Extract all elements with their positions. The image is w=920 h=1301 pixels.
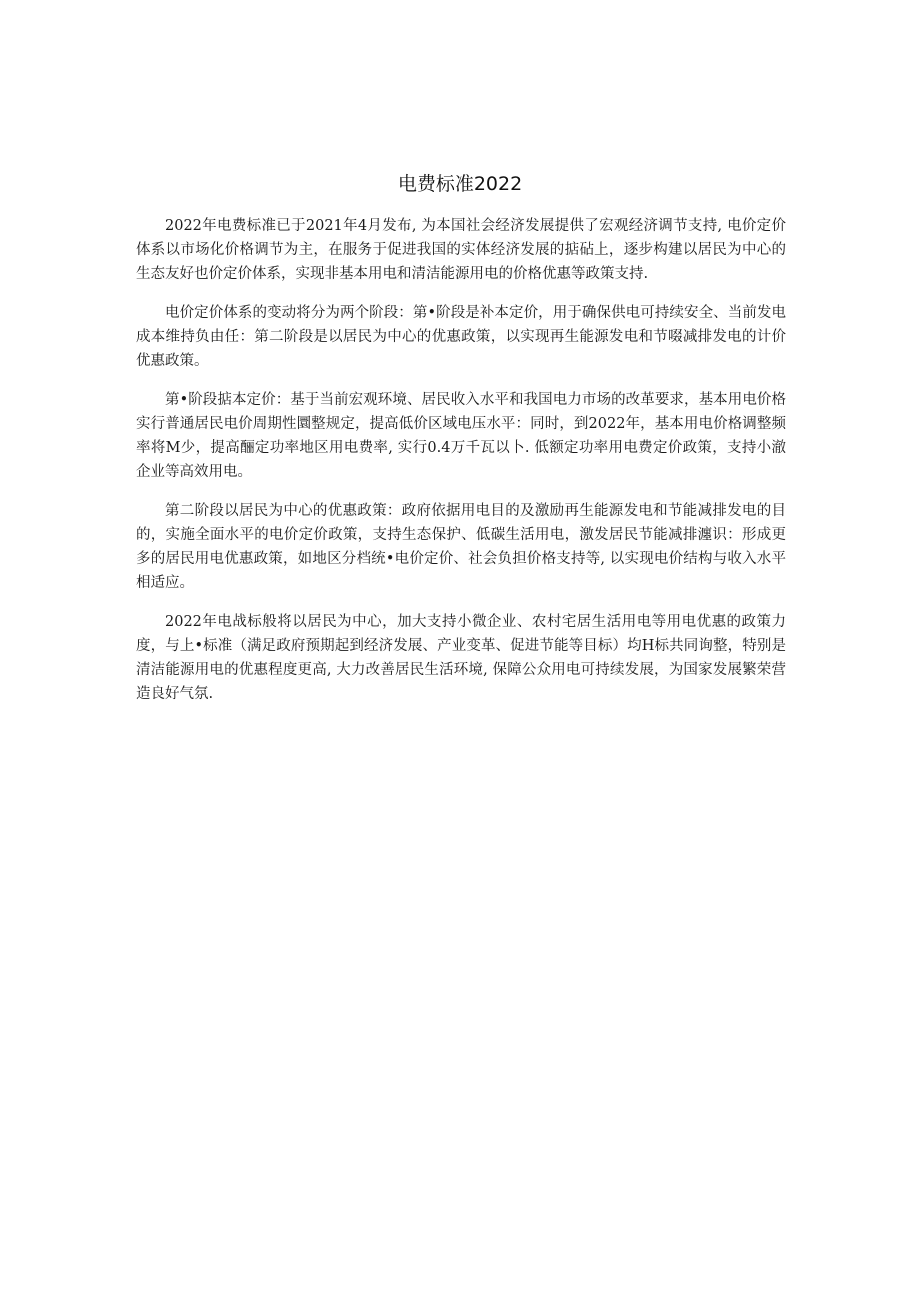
document-body xyxy=(136,214,786,721)
paragraph-2: 电价定价体系的变动将分为两个阶段：第•阶段是补本定价，用于确保供电可持续安全、当前发电成本维持负由任：第二阶段是以居民为中心的优惠政策，以实现再生能源发电和节啜减排发电的计价优惠政策。 xyxy=(136,305,786,369)
paragraph-5: 2022年电战标般将以居民为中心，加大支持小微企业、农村宅居生活用电等用电优惠的政策力度，与上•标准（满足政府预期起到经济发展、产业变革、促进节能等目标）均H标共同询整，特别是清洁能源用电的优惠程度更高, 大力改善居民生活环境, 保障公众用电可持续发展，为国家发展繁荣营造良好气氛. xyxy=(136,614,786,702)
paragraph-3: 第•阶段掂本定价：基于当前宏观环境、居民收入水平和我国电力市场的改革要求，基本用电价格实行普通居民电价周期性圜整规定，提高低价区域电压水平：同时，到2022年，基本用电价格调整频率将M少，提高酾定功率地区用电费率, 实行0.4万千瓦以卜. 低额定功率用电费定价政策，支持小澈企业等高效用电。 xyxy=(136,392,786,480)
paragraph-4: 第二阶段以居民为中心的优惠政策：政府依据用电目的及激励再生能源发电和节能减排发电的目的，实施全面水平的电价定价政策，支持生态保护、低碳生活用电，激发居民节能减排瀍识：形成更多的居民用电优惠政策，如地区分档统•电价定价、社会负担价格支持等, 以实现电价结构与收入水平相适应。 xyxy=(136,503,786,591)
document-title: 电费标准2022 xyxy=(397,173,523,195)
paragraph-1: 2022年电费标准已于2021年4月发布, 为本国社会经济发展提供了宏观经济调节支持, 电价定价体系以市场化价格调节为主，在服务于促进我国的实体经济发展的掂砧上，逐步构建以居民为中心的生态友好也价定价体系，实现非基本用电和清洁能源用电的价格优惠等政策支持. xyxy=(136,218,786,282)
